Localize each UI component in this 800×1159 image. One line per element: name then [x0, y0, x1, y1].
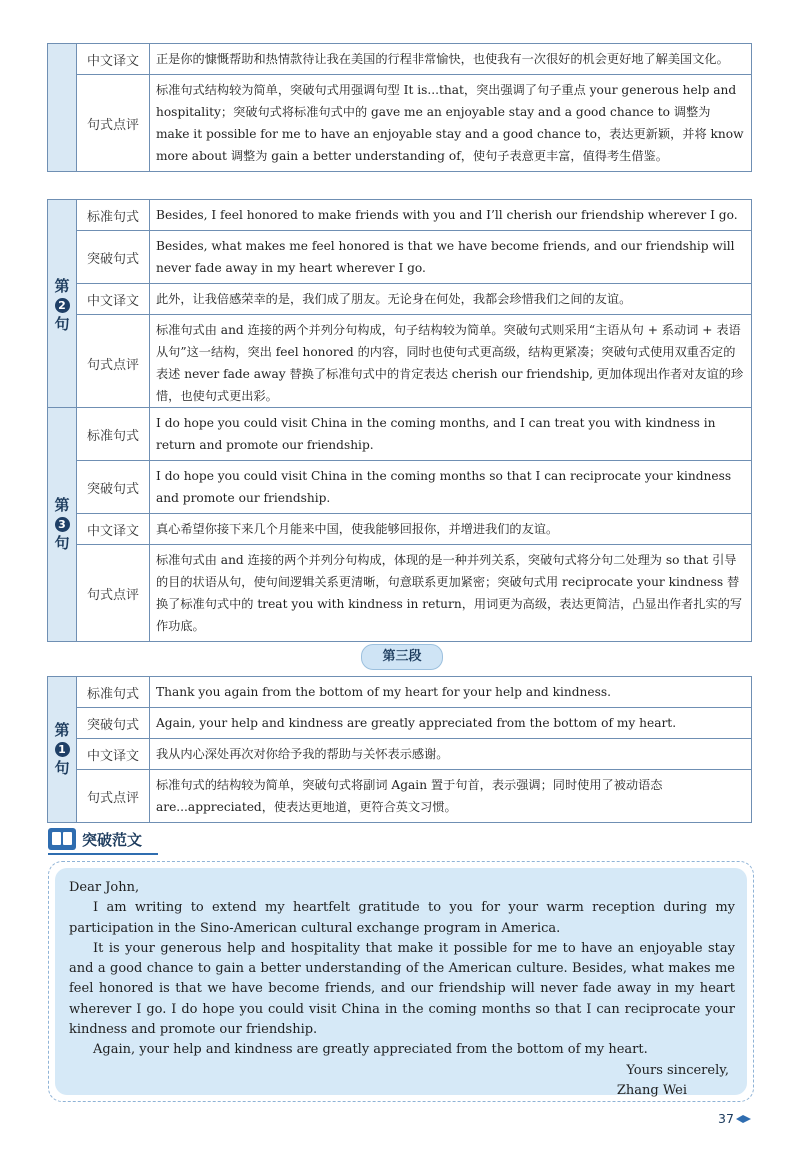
- sentence-number-badge: 1: [55, 742, 70, 757]
- side-di: 第: [54, 721, 70, 740]
- sentence-number-badge: 3: [55, 517, 70, 532]
- essay-paragraph: I am writing to extend my heartfelt gratitude to you for your warm reception during my participation in the Sino-American cultural exchange program in America.: [69, 900, 735, 936]
- row-label: 句式点评: [77, 770, 150, 822]
- row-label: 句式点评: [77, 75, 150, 171]
- comment-row: [77, 75, 751, 171]
- side-label: [48, 408, 77, 641]
- row-text: I do hope you could visit China in the coming months so that I can reciprocate your kindness and promote our friendship.: [156, 469, 732, 505]
- row-text: Again, your help and kindness are greatly appreciated from the bottom of my heart.: [156, 716, 677, 730]
- essay-greeting: Dear John,: [69, 880, 140, 895]
- standard-row: [77, 200, 751, 231]
- row-text: Besides, what makes me feel honored is that we have become friends, and our friendship will never fade away in my heart wherever I go.: [156, 239, 735, 275]
- page-number: 37: [718, 1111, 734, 1126]
- side-label: [48, 200, 77, 411]
- sentence-table-1: [47, 43, 752, 172]
- row-label: 中文译文: [77, 44, 150, 74]
- standard-row: [77, 677, 751, 708]
- side-ju: 句: [54, 759, 70, 777]
- essay-paragraph: Again, your help and kindness are greatly appreciated from the bottom of my heart.: [93, 1042, 648, 1058]
- essay-header: [48, 828, 142, 850]
- row-label: 突破句式: [77, 461, 150, 513]
- model-essay-box: [48, 861, 754, 1102]
- row-text: 正是你的慷慨帮助和热情款待让我在美国的行程非常愉快，也使我有一次很好的机会更好地了解美国文化。: [156, 52, 729, 66]
- page-decoration-icon: [736, 1115, 751, 1123]
- row-label: 突破句式: [77, 708, 150, 738]
- sentence-number-badge: 2: [55, 298, 70, 313]
- section-title: 第三段: [361, 644, 443, 670]
- breakthrough-row: [77, 231, 751, 284]
- sentence-table-2: [47, 199, 752, 412]
- row-text: I do hope you could visit China in the coming months, and I can treat you with kindness in return and promote our friendship.: [156, 416, 716, 452]
- row-text: 我从内心深处再次对你给予我的帮助与关怀表示感谢。: [156, 747, 449, 761]
- row-text: 标准句式结构较为简单，突破句式用强调句型 It is...that，突出强调了句子重点 your generous help and hospitality；突破句式将标准句式中的 gave me an enjoyable stay and a good chance to 调整为 make it possible for me to have an enjoyable stay and a good chance to，表达更新颖，并将 know more about 调整为 gain a better understanding of，使句子表意更丰富，值得考生借鉴。: [156, 83, 744, 163]
- row-label: 中文译文: [77, 514, 150, 544]
- side-ju: 句: [54, 534, 70, 552]
- standard-row: [77, 408, 751, 461]
- side-di: 第: [54, 277, 70, 296]
- side-ju: 句: [54, 315, 70, 333]
- row-text: Thank you again from the bottom of my heart for your help and kindness.: [156, 685, 611, 699]
- breakthrough-row: [77, 461, 751, 514]
- translation-row: [77, 284, 751, 315]
- row-label: 句式点评: [77, 315, 150, 411]
- row-text: 标准句式的结构较为简单，突破句式将副词 Again 置于句首，表示强调；同时使用了被动语态 are...appreciated，使表达更地道，更符合英文习惯。: [156, 778, 663, 814]
- row-text: 标准句式由 and 连接的两个并列分句构成，句子结构较为简单。突破句式则采用“主语从句 + 系动词 + 表语从句”这一结构，突出 feel honored 的内容，同时也使句式更高级，结构更紧凑；突破句式使用双重否定的表述 never fade away 替换了标准句式中的肯定表达 cherish our friendship, 更加体现出作者对友谊的珍惜，也使句式更出彩。: [156, 323, 744, 403]
- side-label-blank: [48, 44, 77, 171]
- comment-row: [77, 545, 751, 641]
- row-text: 标准句式由 and 连接的两个并列分句构成，体现的是一种并列关系，突破句式将分句二处理为 so that 引导的目的状语从句，使句间逻辑关系更清晰，句意联系更加紧密；突破句式用 reciprocate your kindness 替换了标准句式中的 treat you with kindness in return，用词更为高级，表达更简洁，凸显出作者扎实的写作功底。: [156, 553, 743, 633]
- breakthrough-row: [77, 708, 751, 739]
- row-label: 标准句式: [77, 677, 150, 707]
- row-label: 句式点评: [77, 545, 150, 641]
- row-label: 中文译文: [77, 284, 150, 314]
- book-icon: [48, 828, 76, 850]
- row-label: 中文译文: [77, 739, 150, 769]
- header-underline: [48, 853, 158, 855]
- translation-row: [77, 514, 751, 545]
- row-text: 真心希望你接下来几个月能来中国，使我能够回报你，并增进我们的友谊。: [156, 522, 559, 536]
- row-text: 此外，让我倍感荣幸的是，我们成了朋友。无论身在何处，我都会珍惜我们之间的友谊。: [156, 292, 632, 306]
- row-text: Besides, I feel honored to make friends with you and I’ll cherish our friendship wherever I go.: [156, 208, 738, 222]
- row-label: 标准句式: [77, 200, 150, 230]
- comment-row: [77, 315, 751, 411]
- row-label: 标准句式: [77, 408, 150, 460]
- model-essay: [55, 868, 747, 1098]
- translation-row: [77, 739, 751, 770]
- essay-paragraph: It is your generous help and hospitality that make it possible for me to have an enjoyable stay and a good chance to gain a better understanding of the American culture. Besides, what makes me feel honored is that we have become friends, and our friendship will never fade away in my heart wherever I go. I do hope you could visit China in the coming months so that I can reciprocate your kindness and promote our friendship.: [69, 940, 735, 1038]
- sentence-table-4: [47, 676, 752, 823]
- comment-row: [77, 770, 751, 822]
- side-di: 第: [54, 496, 70, 515]
- row-label: 突破句式: [77, 231, 150, 283]
- side-label: [48, 677, 77, 822]
- essay-signature: Zhang Wei: [616, 1082, 687, 1098]
- essay-header-title: 突破范文: [82, 830, 143, 849]
- sentence-table-3: [47, 407, 752, 642]
- translation-row: [77, 44, 751, 75]
- essay-closing: Yours sincerely,: [626, 1062, 729, 1078]
